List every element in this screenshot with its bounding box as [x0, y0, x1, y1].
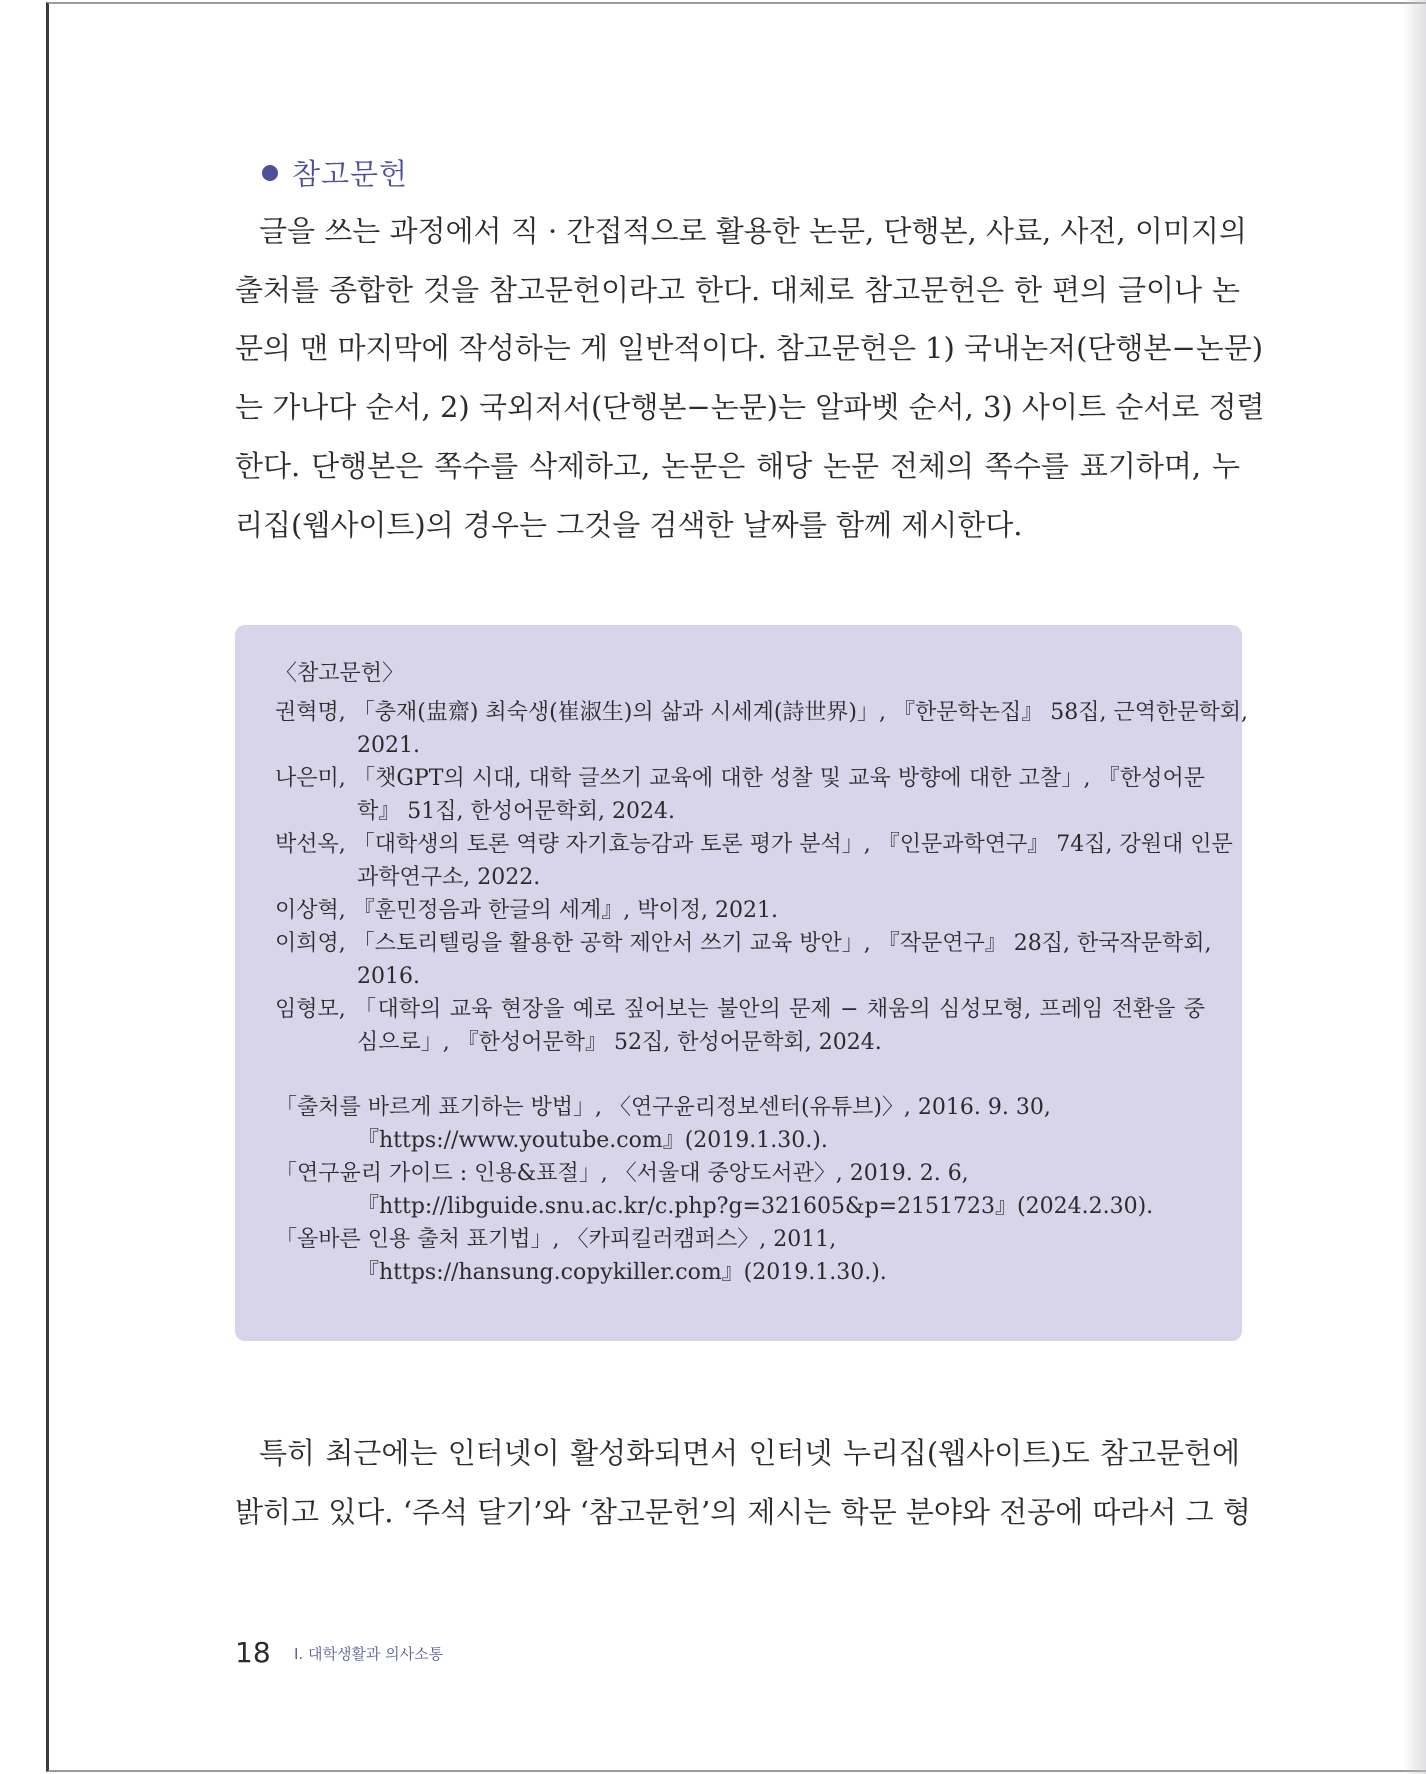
reference-continuation: 학』 51집, 한성어문학회, 2024.: [357, 799, 675, 824]
reference-line: 「연구윤리 가이드 : 인용&표절」, 〈서울대 중앙도서관〉, 2019. 2. 6,: [275, 1161, 969, 1186]
reference-entry: [275, 894, 1205, 927]
reference-entry: [275, 828, 1233, 894]
reference-line: 이희영, 「스토리텔링을 활용한 공학 제안서 쓰기 교육 방안」, 『작문연구』 28집, 한국작문학회,: [275, 931, 1212, 956]
paragraph-line: 특히 최근에는 인터넷이 활성화되면서 인터넷 누리집(웹사이트)도 참고문헌에: [259, 1436, 1240, 1470]
paragraph-line: 문의 맨 마지막에 작성하는 게 일반적이다. 참고문헌은 1) 국내논저(단행본−논문): [235, 331, 1264, 366]
references-example-box: [235, 625, 1248, 1341]
bullet-dot-icon: [262, 165, 278, 181]
reference-continuation: 과학연구소, 2022.: [357, 865, 541, 890]
reference-entry: [275, 696, 1248, 762]
web-reference-entry: [275, 1091, 1205, 1157]
paragraph-line: 리집(웹사이트)의 경우는 그것을 검색한 날짜를 함께 제시한다.: [235, 507, 1023, 542]
reference-entry: [275, 993, 1205, 1059]
paragraph-line: 글을 쓰는 과정에서 직 · 간접적으로 활용한 논문, 단행본, 사료, 사전, 이미지의: [259, 214, 1247, 248]
reference-continuation: 심으로」, 『한성어문학』 52집, 한성어문학회, 2024.: [357, 1030, 882, 1055]
web-reference-entry: [275, 1223, 1205, 1289]
reference-line: 「올바른 인용 출처 표기법」, 〈카피킬러캠퍼스〉, 2011,: [275, 1227, 837, 1252]
paragraph-line: 밝히고 있다. ‘주석 달기’와 ‘참고문헌’의 제시는 학문 분야와 전공에 따라서 그 형: [235, 1494, 1251, 1529]
reference-line: 임형모, 「대학의 교육 현장을 예로 짚어보는 불안의 문제 − 채움의 심성모형, 프레임 전환을 중: [275, 997, 1205, 1022]
reference-url: 『http://libguide.snu.ac.kr/c.php?g=321605&p=2151723』(2024.2.30).: [357, 1194, 1154, 1219]
reference-continuation: 2016.: [357, 964, 420, 989]
reference-line: 「출처를 바르게 표기하는 방법」, 〈연구윤리정보센터(유튜브)〉, 2016. 9. 30,: [275, 1095, 1051, 1120]
section-title: 참고문헌: [292, 157, 409, 191]
paragraph-line: 출처를 종합한 것을 참고문헌이라고 한다. 대체로 참고문헌은 한 편의 글이나 논: [235, 272, 1240, 307]
reference-line: 박선옥, 「대학생의 토론 역량 자기효능감과 토론 평가 분석」, 『인문과학연구』 74집, 강원대 인문: [275, 832, 1233, 857]
section-heading: [262, 152, 408, 193]
reference-line: 권혁명, 「충재(盅齋) 최숙생(崔淑生)의 삶과 시세계(詩世界)」, 『한문학논집』 58집, 근역한문학회,: [275, 700, 1248, 725]
reference-continuation: 2021.: [357, 733, 420, 758]
running-head: I. 대학생활과 의사소통: [294, 1645, 444, 1663]
reference-group-gap: [275, 1059, 1205, 1091]
paragraph-line: 는 가나다 순서, 2) 국외저서(단행본−논문)는 알파벳 순서, 3) 사이트 순서로 정렬: [235, 390, 1265, 425]
references-heading: 〈참고문헌〉: [275, 661, 405, 686]
reference-entry: [275, 762, 1205, 828]
web-reference-entry: [275, 1157, 1205, 1223]
page-number: 18: [235, 1636, 271, 1669]
reference-entry: [275, 927, 1212, 993]
body-paragraph-references-intro: [235, 202, 1265, 554]
body-paragraph-internet-references: [235, 1424, 1251, 1541]
paragraph-line: 한다. 단행본은 쪽수를 삭제하고, 논문은 해당 논문 전체의 쪽수를 표기하며, 누: [235, 448, 1240, 483]
reference-url: 『https://hansung.copykiller.com』(2019.1.30.).: [357, 1260, 887, 1285]
reference-line: 이상혁, 『훈민정음과 한글의 세계』, 박이정, 2021.: [275, 898, 778, 923]
page-edge-shadow: [1402, 0, 1426, 1774]
reference-line: 나은미, 「챗GPT의 시대, 대학 글쓰기 교육에 대한 성찰 및 교육 방향에 대한 고찰」, 『한성어문: [275, 766, 1205, 791]
references-list: [275, 657, 1248, 1289]
reference-url: 『https://www.youtube.com』(2019.1.30.).: [357, 1128, 828, 1153]
